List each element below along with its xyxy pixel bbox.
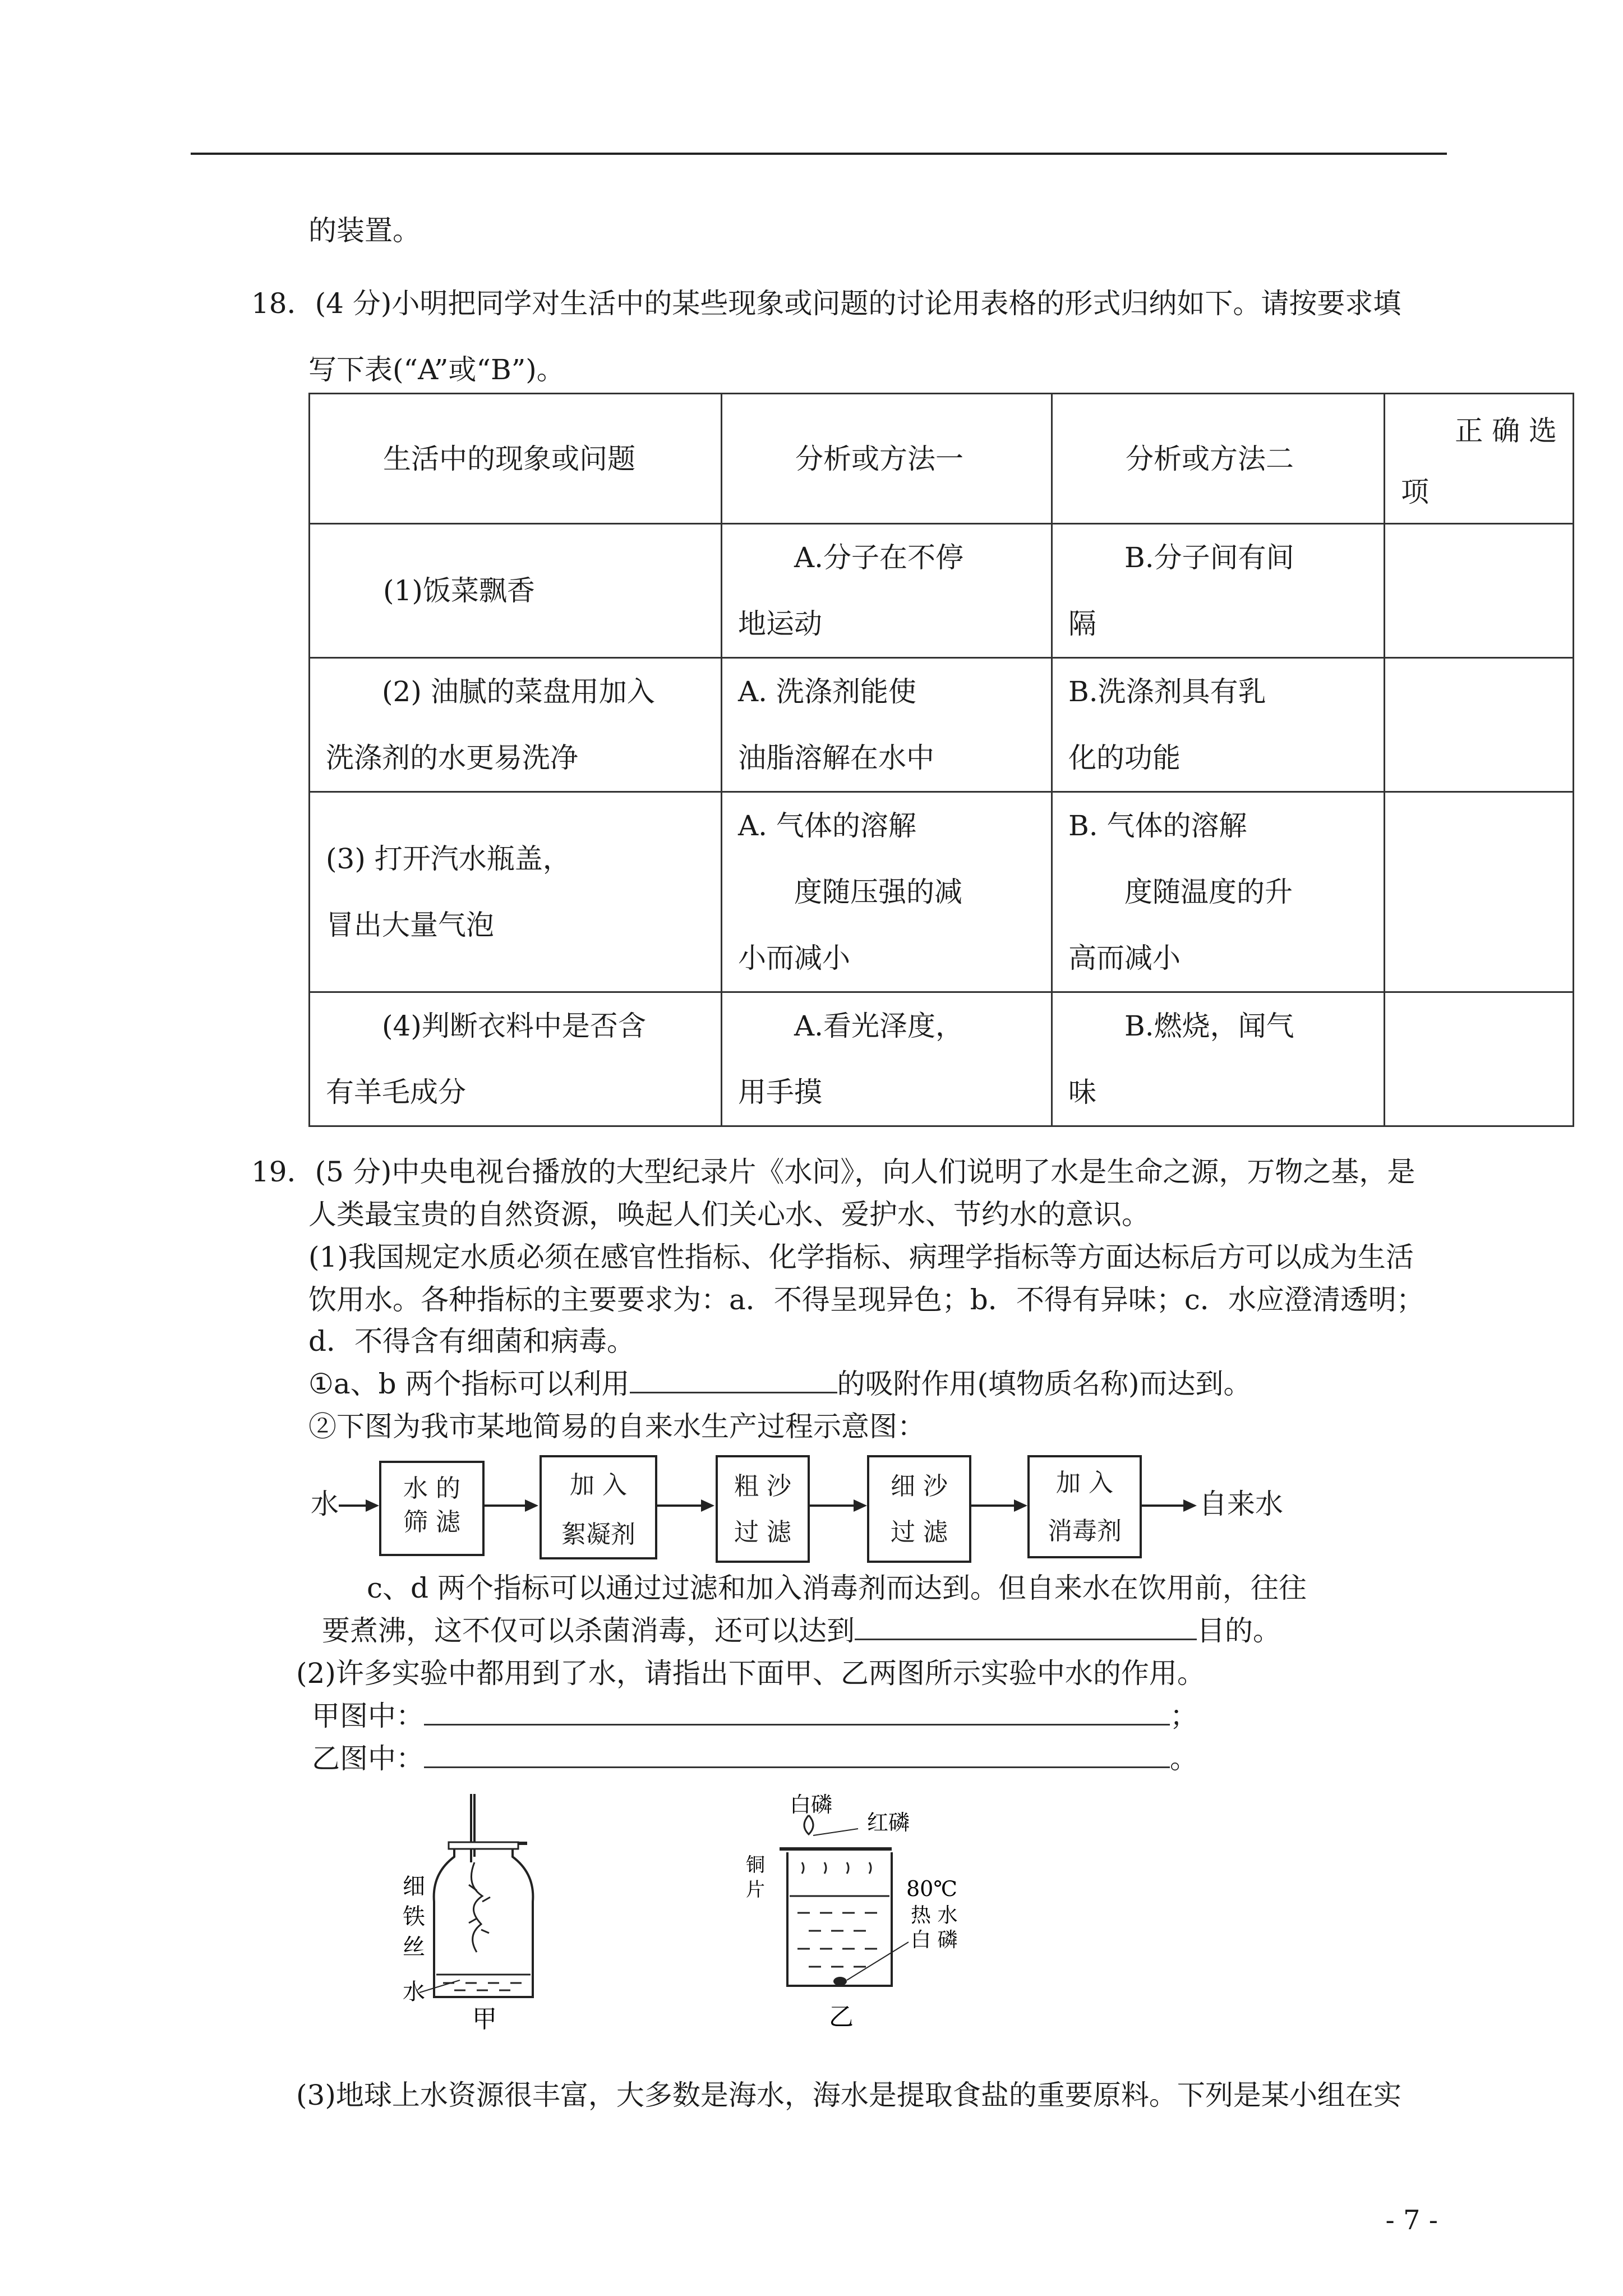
answer-blank-adsorbent[interactable]	[630, 1367, 837, 1393]
table-row	[310, 792, 1574, 992]
fig-jia-label-2: 铁	[403, 1904, 425, 1930]
fig-jia-label-3: 丝	[403, 1934, 425, 1960]
q19-part1-q2: ②下图为我市某地简易的自来水生产过程示意图：	[308, 1410, 925, 1443]
row3-method2: B. 气体的溶解 度随温度的升 高而减小	[1052, 792, 1385, 992]
figure-jia-iron-wire-burning	[393, 1789, 561, 2031]
fig-jia-label-4: 水	[403, 1979, 425, 2005]
flow-start-label: 水	[311, 1488, 339, 1520]
fig-yi-label-white-p-bottom: 白 磷	[911, 1929, 958, 1952]
fig-jia-label-1: 细	[403, 1874, 425, 1899]
flow-step-screening: 水 的 筛 滤	[379, 1461, 485, 1556]
table-row	[310, 992, 1574, 1126]
row2-method2: B.洗涤剂具有乳 化的功能	[1052, 658, 1385, 792]
fig-yi-label-copper-1: 铜	[746, 1854, 765, 1876]
row2-phenomenon: (2) 油腻的菜盘用加入 洗涤剂的水更易洗净	[310, 658, 722, 792]
flow-arrow-icon	[970, 1504, 1025, 1507]
fig-jia-caption: 甲	[472, 2005, 497, 2031]
table-row	[310, 658, 1574, 792]
fig-yi-label-hot-water: 热 水	[911, 1904, 958, 1927]
fig-yi-label-red-p: 红磷	[867, 1810, 910, 1835]
row1-answer-cell[interactable]	[1385, 524, 1574, 658]
table-header-row	[310, 394, 1574, 524]
row3-answer-cell[interactable]	[1385, 792, 1574, 992]
q19-yi-line: 乙图中： 。	[312, 1742, 1198, 1775]
q19-part1-line1: (1)我国规定水质必须在感官性指标、化学指标、病理学指标等方面达标后方可以成为生活	[308, 1241, 1414, 1273]
q19-part1-q1: ①a、b 两个指标可以利用 的吸附作用(填物质名称)而达到。	[308, 1368, 1252, 1400]
q19-part2: (2)许多实验中都用到了水，请指出下面甲、乙两图所示实验中水的作用。	[296, 1657, 1205, 1690]
flow-step-fine-sand: 细 沙 过 滤	[867, 1455, 971, 1563]
q19-jia-line: 甲图中： ；	[312, 1700, 1198, 1732]
q19-cd-line1: c、d 两个指标可以通过过滤和加入消毒剂而达到。但自来水在饮用前，往往	[367, 1572, 1307, 1604]
row4-phenomenon: (4)判断衣料中是否含 有羊毛成分	[310, 992, 722, 1126]
answer-blank-yi[interactable]	[424, 1742, 1170, 1768]
row3-phenomenon: (3) 打开汽水瓶盖， 冒出大量气泡	[310, 792, 722, 992]
row3-method1: A. 气体的溶解 度随压强的减 小而减小	[722, 792, 1052, 992]
q19-part3: (3)地球上水资源很丰富，大多数是海水，海水是提取食盐的重要原料。下列是某小组在实	[296, 2079, 1401, 2111]
header-method1: 分析或方法一	[722, 394, 1052, 524]
q19-stem-line1: 19．(5 分)中央电视台播放的大型纪录片《水问》，向人们说明了水是生命之源，万物之基，是	[251, 1156, 1415, 1188]
row1-method2: B.分子间有间 隔	[1052, 524, 1385, 658]
fig-yi-label-temp: 80℃	[906, 1876, 957, 1901]
flow-step-coagulant: 加 入 絮凝剂	[540, 1455, 657, 1559]
row1-phenomenon: (1)饭菜飘香	[310, 524, 722, 658]
table-row	[310, 524, 1574, 658]
flow-arrow-icon	[339, 1504, 377, 1507]
header-rule	[191, 153, 1447, 155]
flow-arrow-icon	[809, 1504, 865, 1507]
q19-part1-line2: 饮用水。各种指标的主要要求为：a．不得呈现异色；b．不得有异味；c．水应澄清透明；	[308, 1283, 1424, 1316]
figure-yi-phosphorus-combustion	[746, 1784, 981, 2031]
q19-part1-line3: d．不得含有细菌和病毒。	[308, 1325, 635, 1358]
row4-method2: B.燃烧，闻气 味	[1052, 992, 1385, 1126]
row4-method1: A.看光泽度， 用手摸	[722, 992, 1052, 1126]
flow-end-label: 自来水	[1199, 1488, 1283, 1520]
flow-arrow-icon	[656, 1504, 712, 1507]
flow-step-coarse-sand: 粗 沙 过 滤	[716, 1455, 810, 1563]
continued-text: 的装置。	[308, 214, 421, 247]
page-number: - 7 -	[1385, 2205, 1438, 2236]
flow-arrow-icon	[1141, 1504, 1195, 1507]
header-phenomenon: 生活中的现象或问题	[310, 394, 722, 524]
flow-arrow-icon	[483, 1504, 536, 1507]
row1-method1: A.分子在不停 地运动	[722, 524, 1052, 658]
flow-step-disinfectant: 加 入 消毒剂	[1027, 1455, 1142, 1558]
row4-answer-cell[interactable]	[1385, 992, 1574, 1126]
answer-blank-boiling-purpose[interactable]	[855, 1614, 1197, 1640]
q18-stem-line2: 写下表(“A”或“B”)。	[308, 353, 565, 386]
header-method2: 分析或方法二	[1052, 394, 1385, 524]
q19-stem-line2: 人类最宝贵的自然资源，唤起人们关心水、爱护水、节约水的意识。	[308, 1198, 1150, 1231]
fig-yi-caption: 乙	[829, 2003, 854, 2031]
answer-blank-jia[interactable]	[424, 1699, 1170, 1726]
q18-table	[308, 393, 1574, 1127]
header-answer: 正 确 选 项	[1385, 394, 1574, 524]
q18-stem-line1: 18．(4 分)小明把同学对生活中的某些现象或问题的讨论用表格的形式归纳如下。请按要求填	[251, 287, 1401, 320]
row2-answer-cell[interactable]	[1385, 658, 1574, 792]
fig-yi-label-white-p: 白磷	[790, 1792, 833, 1817]
fig-yi-label-copper-2: 片	[746, 1879, 765, 1901]
row2-method1: A. 洗涤剂能使 油脂溶解在水中	[722, 658, 1052, 792]
q19-cd-line2: 要煮沸，这不仅可以杀菌消毒，还可以达到 目的。	[322, 1614, 1281, 1647]
